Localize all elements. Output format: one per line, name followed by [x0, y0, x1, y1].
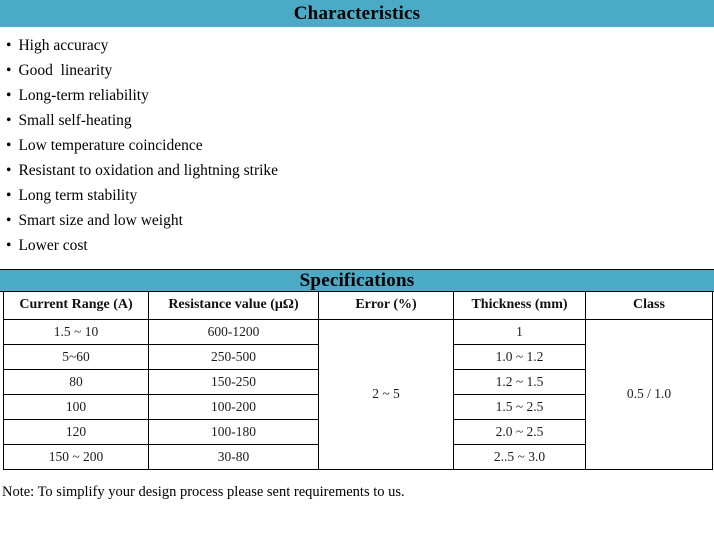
column-header-resistance-value: Resistance value (μΩ)	[149, 292, 319, 319]
bullet-icon: •	[6, 212, 12, 229]
column-header-error: Error (%)	[319, 292, 454, 319]
bullet-icon: •	[6, 62, 12, 79]
table-row	[4, 319, 713, 344]
column-header-class: Class	[586, 292, 713, 319]
cell-resistance-value: 150-250	[149, 369, 319, 394]
list-item	[6, 58, 714, 83]
bullet-icon: •	[6, 137, 12, 154]
bullet-icon: •	[6, 87, 12, 104]
cell-resistance-value: 100-200	[149, 394, 319, 419]
table-header-row	[4, 292, 713, 319]
cell-resistance-value: 30-80	[149, 444, 319, 469]
cell-thickness: 1.2 ~ 1.5	[454, 369, 586, 394]
specifications-table	[3, 292, 713, 470]
note-text: Note: To simplify your design process please sent requirements to us.	[2, 483, 405, 500]
cell-thickness: 2..5 ~ 3.0	[454, 444, 586, 469]
characteristics-title: Characteristics	[293, 3, 421, 24]
cell-current-range: 80	[4, 369, 149, 394]
cell-current-range: 100	[4, 394, 149, 419]
list-item-text: Good linearity	[18, 62, 113, 79]
cell-resistance-value: 100-180	[149, 419, 319, 444]
list-item	[6, 158, 714, 183]
table-header	[4, 292, 713, 319]
cell-current-range: 1.5 ~ 10	[4, 319, 149, 344]
cell-thickness: 2.0 ~ 2.5	[454, 419, 586, 444]
list-item-text: Long term stability	[18, 187, 138, 204]
bullet-icon: •	[6, 112, 12, 129]
cell-class-merged: 0.5 / 1.0	[586, 319, 713, 469]
list-item	[6, 133, 714, 158]
list-item-text: Smart size and low weight	[18, 212, 183, 229]
list-item-text: Resistant to oxidation and lightning strike	[18, 162, 279, 179]
specifications-title: Specifications	[299, 270, 415, 291]
cell-error-merged: 2 ~ 5	[319, 319, 454, 469]
bullet-icon: •	[6, 37, 12, 54]
list-item-text: Lower cost	[18, 237, 88, 254]
cell-thickness: 1.5 ~ 2.5	[454, 394, 586, 419]
cell-current-range: 120	[4, 419, 149, 444]
table-body	[4, 319, 713, 469]
cell-thickness: 1.0 ~ 1.2	[454, 344, 586, 369]
list-item-text: High accuracy	[18, 37, 109, 54]
list-item-text: Long-term reliability	[18, 87, 149, 104]
characteristics-header-band	[0, 0, 714, 27]
bullet-icon: •	[6, 187, 12, 204]
cell-thickness: 1	[454, 319, 586, 344]
list-item	[6, 233, 714, 258]
bullet-icon: •	[6, 162, 12, 179]
list-item	[6, 33, 714, 58]
specifications-header-band	[0, 269, 714, 292]
cell-resistance-value: 600-1200	[149, 319, 319, 344]
list-item-text: Low temperature coincidence	[18, 137, 203, 154]
list-item	[6, 183, 714, 208]
column-header-current-range: Current Range (A)	[4, 292, 149, 319]
list-item	[6, 83, 714, 108]
bullet-icon: •	[6, 237, 12, 254]
cell-current-range: 5~60	[4, 344, 149, 369]
cell-current-range: 150 ~ 200	[4, 444, 149, 469]
column-header-thickness: Thickness (mm)	[454, 292, 586, 319]
list-item	[6, 108, 714, 133]
cell-resistance-value: 250-500	[149, 344, 319, 369]
list-item	[6, 208, 714, 233]
characteristics-list	[0, 27, 714, 258]
list-item-text: Small self-heating	[18, 112, 132, 129]
